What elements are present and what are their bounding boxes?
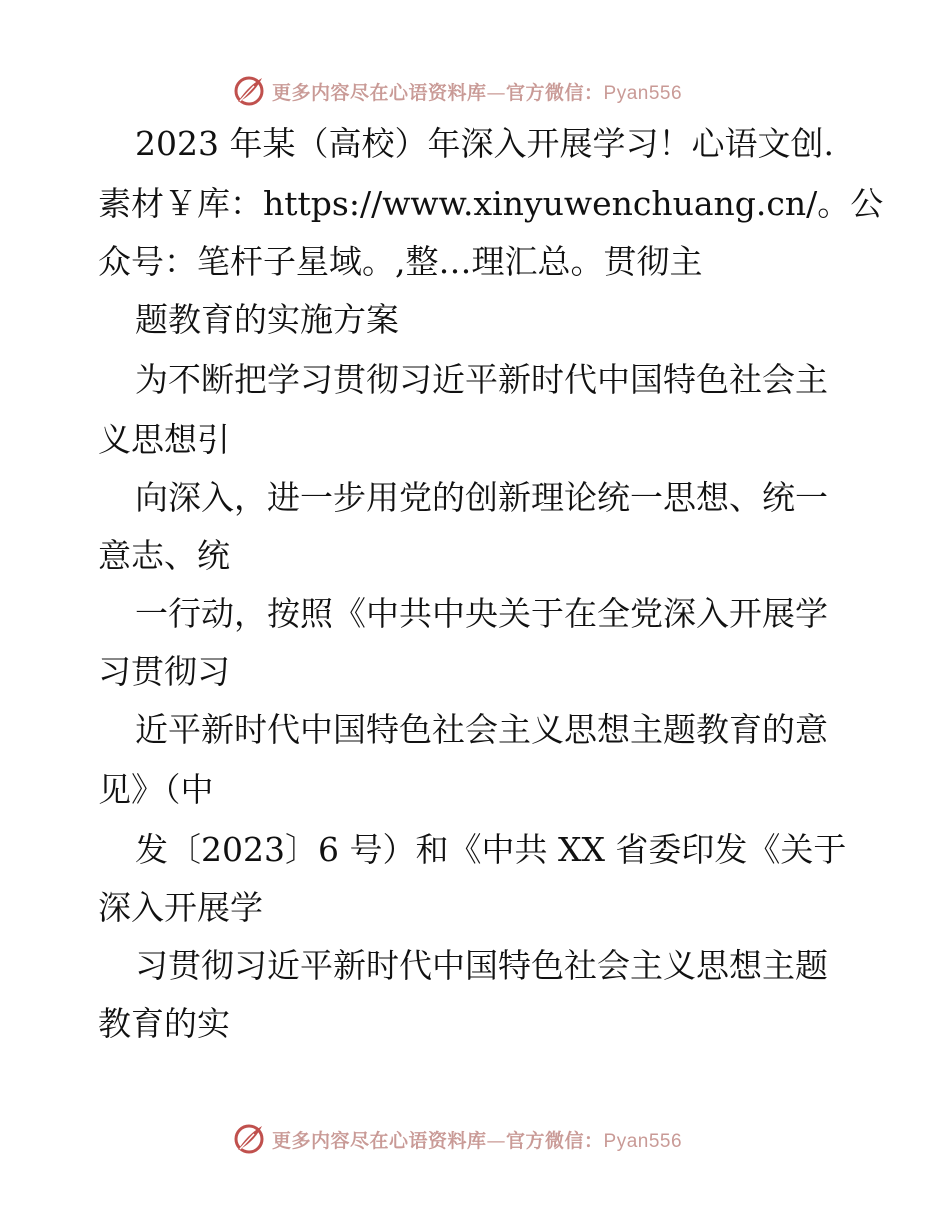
paragraph-line: 素材￥库：https://www.xinyuwenchuang.cn/。公 [98, 184, 884, 223]
paragraph-line: 习贯彻习 [98, 652, 230, 691]
paragraph-line: 习贯彻习近平新时代中国特色社会主义思想主题 [135, 946, 828, 985]
paragraph-line: 2023 年某（高校）年深入开展学习！心语文创. [135, 124, 834, 163]
header-watermark [0, 72, 950, 112]
footer-watermark [0, 1120, 950, 1160]
watermark-account-id: Pyan556 [603, 1131, 683, 1152]
watermark-account-label: 官方微信： [506, 82, 604, 104]
paragraph-line: 为不断把学习贯彻习近平新时代中国特色社会主 [135, 360, 828, 399]
watermark-account-label: 官方微信： [506, 1130, 604, 1152]
paragraph-line: 向深入，进一步用党的创新理论统一思想、统一 [135, 478, 828, 517]
watermark-text [272, 1126, 682, 1153]
paragraph-line: 意志、统 [98, 536, 230, 575]
watermark-label: 更多内容尽在心语资料库 [272, 1130, 487, 1152]
paragraph-line: 深入开展学 [98, 888, 263, 927]
quill-logo-icon [232, 74, 266, 108]
watermark-separator: — [486, 82, 507, 104]
quill-logo-icon [232, 1122, 266, 1156]
watermark-account-id: Pyan556 [603, 83, 683, 104]
paragraph-line: 教育的实 [98, 1004, 230, 1043]
document-title-line: 题教育的实施方案 [135, 300, 399, 339]
paragraph-line: 见》（中 [98, 770, 214, 809]
paragraph-line: 义思想引 [98, 420, 230, 459]
watermark-text [272, 78, 682, 105]
paragraph-line: 发〔2023〕6 号）和《中共 XX 省委印发《关于 [135, 830, 847, 869]
paragraph-line: 一行动，按照《中共中央关于在全党深入开展学 [135, 594, 828, 633]
watermark-separator: — [486, 1130, 507, 1152]
watermark-label: 更多内容尽在心语资料库 [272, 82, 487, 104]
paragraph-line: 众号：笔杆子星域。,整…理汇总。贯彻主 [98, 242, 703, 281]
paragraph-line: 近平新时代中国特色社会主义思想主题教育的意 [135, 710, 828, 749]
